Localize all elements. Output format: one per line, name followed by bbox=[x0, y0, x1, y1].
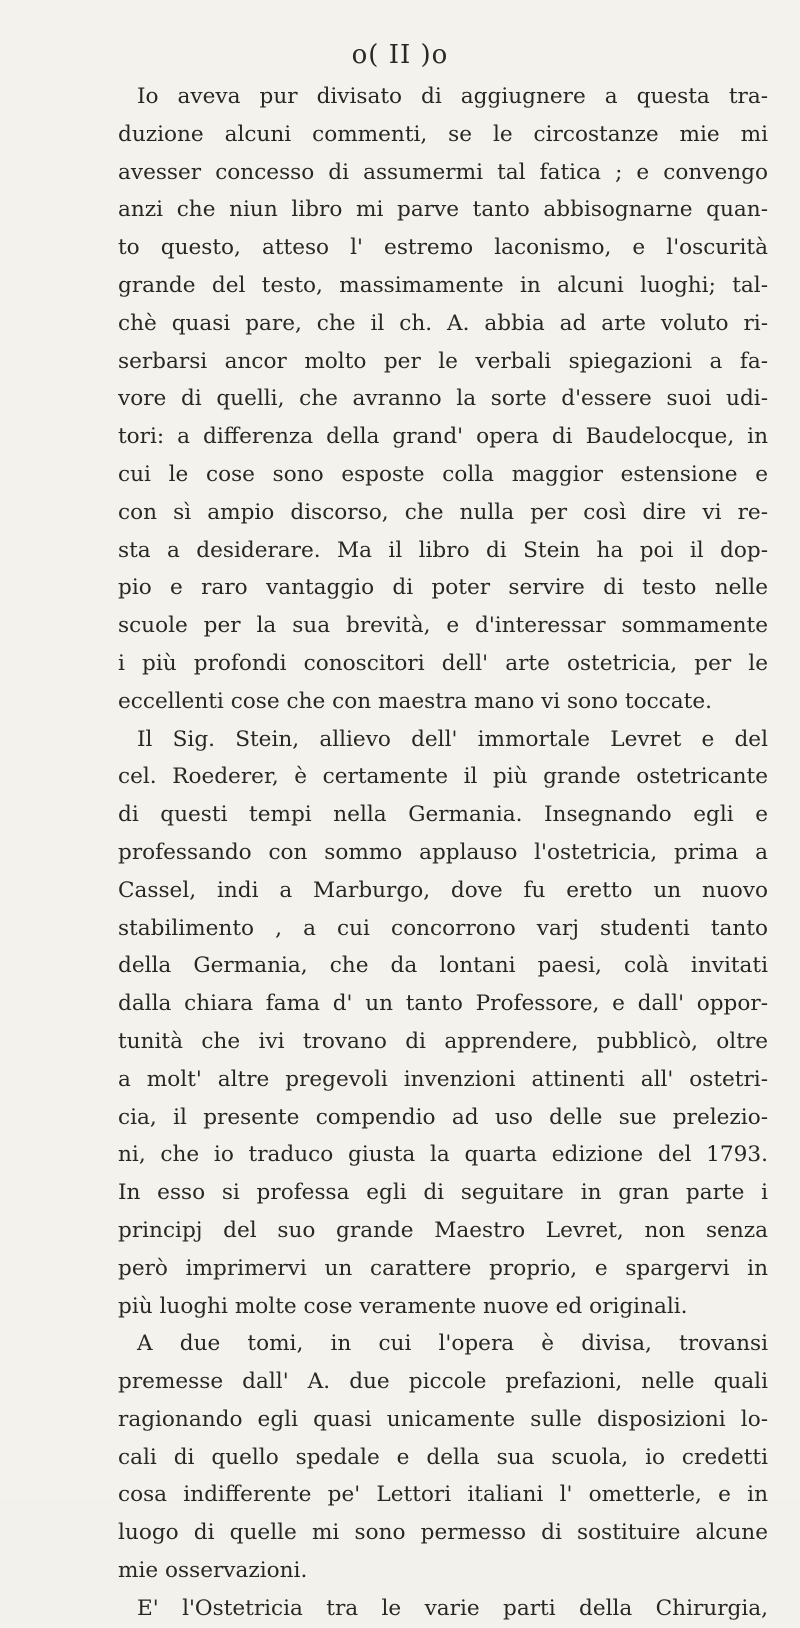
text-line: anzi che niun libro mi parve tanto abbisognarne quan- bbox=[118, 197, 768, 223]
text-line: cosa indifferente pe' Lettori italiani l' ometterle, e in bbox=[118, 1482, 768, 1508]
text-line: tori: a differenza della grand' opera di Baudelocque, in bbox=[118, 424, 768, 450]
text-line: a molt' altre pregevoli invenzioni attinenti all' ostetri- bbox=[118, 1066, 768, 1092]
text-line: principj del suo grande Maestro Levret, non senza bbox=[118, 1217, 768, 1243]
text-line: cui le cose sono esposte colla maggior estensione e bbox=[118, 461, 768, 487]
text-line: mie osservazioni. bbox=[118, 1558, 308, 1584]
text-line: to questo, atteso l' estremo laconismo, e l'oscurità bbox=[118, 235, 768, 261]
text-line: eccellenti cose che con maestra mano vi sono toccate. bbox=[118, 688, 712, 714]
text-line: vore di quelli, che avranno la sorte d'essere suoi udi- bbox=[118, 386, 768, 412]
text-line: Cassel, indi a Marburgo, dove fu eretto un nuovo bbox=[118, 877, 768, 903]
body-text bbox=[118, 78, 768, 1628]
text-line: serbarsi ancor molto per le verbali spiegazioni a fa- bbox=[118, 348, 768, 374]
text-line: scuole per la sua brevità, e d'interessar sommamente bbox=[118, 613, 768, 639]
text-line: pio e raro vantaggio di poter servire di testo nelle bbox=[118, 575, 768, 601]
text-line: premesse dall' A. due piccole prefazioni, nelle quali bbox=[118, 1369, 768, 1395]
text-line: più luoghi molte cose veramente nuove ed originali. bbox=[118, 1293, 688, 1319]
text-line: Il Sig. Stein, allievo dell' immortale Levret e del bbox=[137, 726, 768, 752]
text-line: luogo di quelle mi sono permesso di sostituire alcune bbox=[118, 1520, 768, 1546]
text-line: di questi tempi nella Germania. Insegnando egli e bbox=[118, 802, 768, 828]
text-line: duzione alcuni commenti, se le circostanze mie mi bbox=[118, 121, 768, 147]
text-line: cia, il presente compendio ad uso delle sue prelezio- bbox=[118, 1104, 768, 1130]
text-line: grande del testo, massimamente in alcuni luoghi; tal- bbox=[118, 272, 768, 298]
text-line: con sì ampio discorso, che nulla per così dire vi re- bbox=[118, 499, 768, 525]
text-line: professando con sommo applauso l'ostetricia, prima a bbox=[118, 839, 768, 865]
text-line: della Germania, che da lontani paesi, colà invitati bbox=[118, 953, 768, 979]
page-number-header: o( II )o bbox=[351, 40, 449, 70]
text-line: dalla chiara fama d' un tanto Professore, e dall' oppor- bbox=[118, 991, 768, 1017]
text-line: cel. Roederer, è certamente il più grande ostetricante bbox=[118, 764, 768, 790]
text-line: In esso si professa egli di seguitare in gran parte i bbox=[118, 1180, 768, 1206]
text-line: cali di quello spedale e della sua scuola, io credetti bbox=[118, 1444, 768, 1470]
text-line: però imprimervi un carattere proprio, e spargervi in bbox=[118, 1255, 768, 1281]
text-line: A due tomi, in cui l'opera è divisa, trovansi bbox=[137, 1331, 768, 1357]
text-line: Io aveva pur divisato di aggiugnere a questa tra- bbox=[137, 84, 768, 109]
text-line: stabilimento , a cui concorrono varj studenti tanto bbox=[118, 915, 768, 941]
text-line: sta a desiderare. Ma il libro di Stein ha poi il dop- bbox=[118, 537, 768, 563]
text-line: E' l'Ostetricia tra le varie parti della Chirurgia, bbox=[137, 1595, 768, 1621]
text-line: i più profondi conoscitori dell' arte ostetricia, per le bbox=[118, 650, 768, 676]
text-line: ragionando egli quasi unicamente sulle disposizioni lo- bbox=[118, 1406, 768, 1432]
text-line: ni, che io traduco giusta la quarta edizione del 1793. bbox=[118, 1142, 768, 1168]
text-line: chè quasi pare, che il ch. A. abbia ad arte voluto ri- bbox=[118, 310, 768, 336]
text-line: tunità che ivi trovano di apprendere, pubblicò, oltre bbox=[118, 1028, 768, 1054]
text-line: avesser concesso di assumermi tal fatica ; e convengo bbox=[118, 159, 768, 185]
